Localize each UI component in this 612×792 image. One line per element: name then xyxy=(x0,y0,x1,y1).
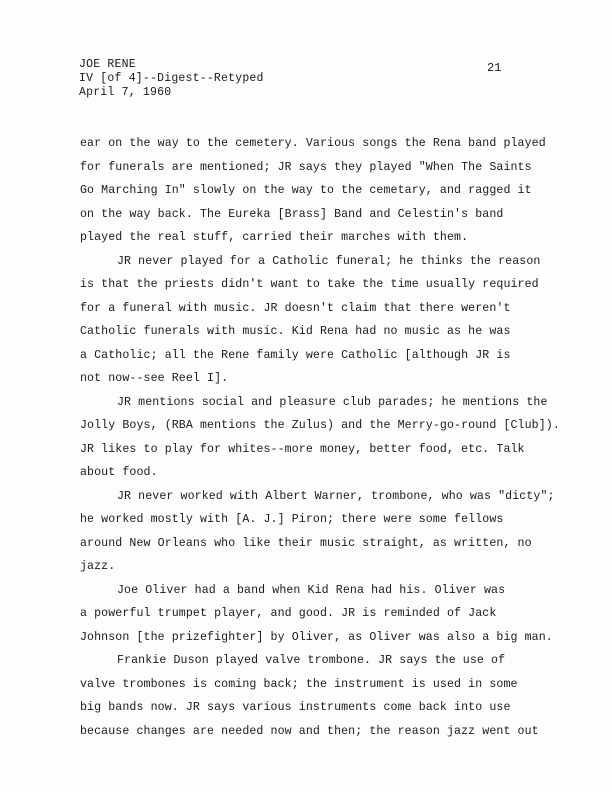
text-line: a Catholic; all the Rene family were Catholic [although JR is xyxy=(80,348,511,362)
text-line: is that the priests didn't want to take the time usually required xyxy=(80,278,539,291)
text-line: jazz. xyxy=(80,560,116,573)
text-line: Jolly Boys, (RBA mentions the Zulus) and the Merry-go-round [Club]). xyxy=(80,419,560,432)
text-line: about food. xyxy=(80,466,158,479)
text-line: he worked mostly with [A. J.] Piron; there were some fellows xyxy=(80,513,504,526)
interview-date: April 7, 1960 xyxy=(79,86,172,99)
paragraph-start-line: Frankie Duson played valve trombone. JR says the use of xyxy=(117,654,506,667)
text-line: for a funeral with music. JR doesn't claim that there weren't xyxy=(80,301,511,315)
text-line: Catholic funerals with music. Kid Rena had no music as he was xyxy=(80,325,511,338)
text-line: ear on the way to the cemetery. Various songs the Rena band played xyxy=(80,137,546,150)
paragraph-start-line: JR mentions social and pleasure club parades; he mentions the xyxy=(117,395,548,409)
interviewee-name: JOE RENE xyxy=(79,58,136,71)
text-line: for funerals are mentioned; JR says they played "When The Saints xyxy=(80,160,532,174)
text-line: Johnson [the prizefighter] by Oliver, as Oliver was also a big man. xyxy=(80,630,553,644)
document-header xyxy=(79,58,264,100)
text-line: big bands now. JR says various instruments come back into use xyxy=(80,701,511,714)
paragraph-start-line: Joe Oliver had a band when Kid Rena had his. Oliver was xyxy=(117,583,506,597)
text-line: played the real stuff, carried their marches with them. xyxy=(80,231,469,244)
text-line: around New Orleans who like their music straight, as written, no xyxy=(80,536,532,550)
document-body xyxy=(80,132,560,743)
text-line: because changes are needed now and then; the reason jazz went out xyxy=(80,724,539,738)
text-line: valve trombones is coming back; the instrument is used in some xyxy=(80,677,518,691)
paragraph-start-line: JR never worked with Albert Warner, trombone, who was "dicty"; xyxy=(117,489,555,503)
text-line: not now--see Reel I]. xyxy=(80,372,229,385)
text-line: JR likes to play for whites--more money, better food, etc. Talk xyxy=(80,442,525,456)
text-line: on the way back. The Eureka [Brass] Band and Celestin's band xyxy=(80,207,504,221)
page-number: 21 xyxy=(487,61,502,75)
reel-info: IV [of 4]--Digest--Retyped xyxy=(79,72,264,85)
paragraph-start-line: JR never played for a Catholic funeral; he thinks the reason xyxy=(117,254,541,268)
text-line: Go Marching In" slowly on the way to the cemetary, and ragged it xyxy=(80,184,532,197)
text-line: a powerful trumpet player, and good. JR is reminded of Jack xyxy=(80,607,497,620)
